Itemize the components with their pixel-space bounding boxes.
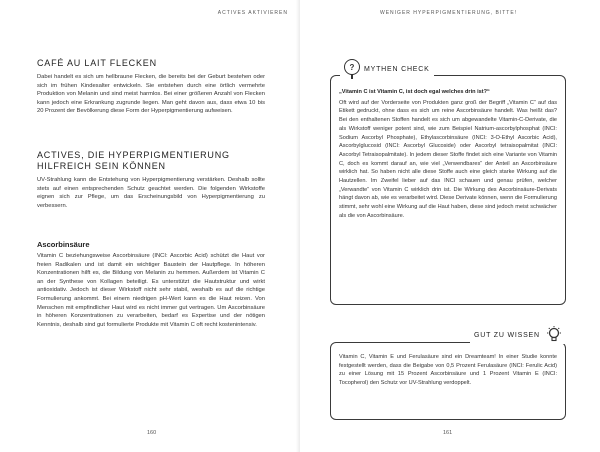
tip-text: Vitamin C, Vitamin E und Ferulasäure sind ein Dreamteam! In einer Studie konnte festgestellt werden, dass die Beigabe von 0,5 Prozent Ferulasäure (INCI: Ferulic Acid) zu einer Lösung mit 15 Prozent Ascorbinsäure und 1 Prozent Vitamin E (INCI: Tocopherol) den Schutz vor UV-Strahlung verdoppelt. — [339, 354, 557, 387]
section-text: UV-Strahlung kann die Entstehung von Hyperpigmentierung verstärken. Deshalb sollte stets auf einen entsprechenden Schutz geachtet werden. Die folgenden Wirkstoffe eignen sich zur Pflege, um das Erscheinungsbild von Hyperpigmentierung zu verbessern. — [37, 177, 265, 209]
section-heading: CAFÉ AU LAIT FLECKEN — [37, 58, 157, 68]
running-head: WENIGER HYPERPIGMENTIERUNG, BITTE! — [380, 10, 518, 16]
section-text: Vitamin C beziehungsweise Ascorbinsäure (INCI: Ascorbic Acid) schützt die Haut vor freien Radikalen und ist damit ein wichtiger Baustein der Hautpflege. In höheren Konzentrationen hilft es, die Bildung von Melanin zu hemmen. Außerdem ist Vitamin C an der Synthese von Kollagen beteiligt. Es unterstützt die Hautstruktur und wirkt antioxidativ. Jedoch ist dieser Wirkstoff nicht sehr stabil, weshalb es auf die richtige Formulierung ankommt. Bei einem niedrigen pH-Wert kann es die Haut reizen. Von Menschen mit empfindlicher Haut wird es nicht immer gut vertragen. Um Ascorbinsäure in höheren Konzentrationen zu verarbeiten, bedarf es Expertise und der nötigen Kenntnis, deshalb sind gut formulierte Produkte mit Vitamin C oft recht kostenintensiv. — [37, 253, 265, 328]
page-number: 161 — [443, 430, 453, 436]
section-text: Dabei handelt es sich um hellbraune Flecken, die bereits bei der Geburt bestehen oder sich im frühen Kindesalter entwickeln. Sie entstehen durch eine örtlich vermehrte Produktion von Melanin und sind meist harmlos. Bei einer größeren Anzahl von Flecken kann jedoch eine Erkrankung zugrunde liegen. Man geht davon aus, dass etwa 10 bis 20 Prozent der Bevölkerung diese Form der Hyperpigmentierung aufweisen. — [37, 74, 265, 115]
running-head: ACTIVES AKTIVIEREN — [217, 10, 288, 16]
mythen-check-title: MYTHEN CHECK — [364, 65, 430, 73]
mythen-check-header — [340, 59, 434, 79]
question-badge-icon: ? — [344, 59, 360, 79]
lightbulb-icon — [546, 326, 562, 344]
myth-question: „Vitamin C ist Vitamin C, ist doch egal welches drin ist?“ — [339, 89, 490, 95]
page-number: 160 — [147, 430, 157, 436]
section-ascorbinsaeure — [37, 240, 265, 329]
gut-zu-wissen-header — [470, 326, 566, 344]
mythen-check-box — [330, 75, 566, 305]
gut-zu-wissen-title: GUT ZU WISSEN — [474, 331, 540, 339]
subsection-heading: Ascorbinsäure — [37, 240, 90, 249]
section-cafe-au-lait — [37, 58, 265, 116]
section-actives — [37, 150, 265, 210]
gut-zu-wissen-box — [330, 342, 566, 420]
right-page — [300, 0, 600, 452]
section-heading: ACTIVES, DIE HYPERPIGMENTIERUNG HILFREICH SEIN KÖNNEN — [37, 150, 230, 171]
myth-answer: Oft wird auf der Vorderseite von Produkten ganz groß der Begriff „Vitamin C“ auf das Etikett gedruckt, ohne dass es sich um reine Ascorbinsäure handelt. Was heißt das? Bei den enthaltenen Stoffen handelt es sich um abgewandelte Vitamin-C-Derivate, die als Wirkstoff weniger potent sind, wie zum Beispiel Natrium-ascorbylphosphat (INCI: Sodium Ascorbyl Phosphate), Ethylascorbinsäure (INCI: 3-O-Ethyl Ascorbic Acid), Ascorbylglucosid (INCI: Ascorbyl Glucoside) oder Ascorbyl tetraisopalmitat (INCI: Ascorbyl Tetraisopalmitate). In jedem dieser Stoffe findet sich eine Variante von Vitamin C, doch es kommt darauf an, wie viel „Verwendbares“ der Anteil an Ascorbinsäure wirklich hat. So haben nicht alle diese Stoffe auch eine gleich starke Wirkung auf die Hautzellen. Im Zweifel lieber auf das INCI schauen und genau prüfen, welcher „Verwandte“ von Vitamin C wirklich drin ist. Die Wirkung des Ascorbinsäure-Derivats hängt davon ab, wie es verarbeitet wird. Diese Derivate können, wenn die Formulierung stimmt, sehr wohl eine Wirkung auf die Haut haben, diese sind jedoch meist schwächer als die von Ascorbinsäure. — [339, 99, 557, 219]
